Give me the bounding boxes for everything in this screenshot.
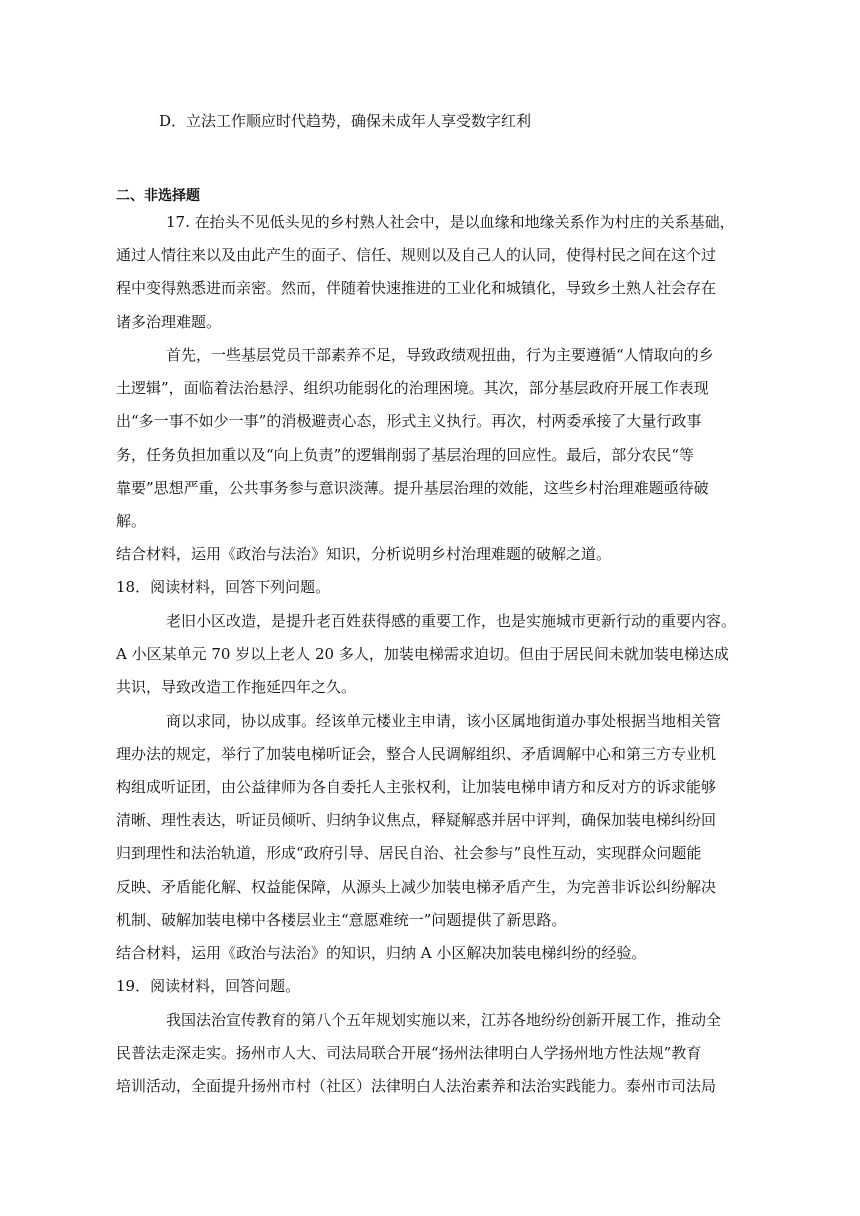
q18-para2-line5: 归到理性和法治轨道，形成“政府引导、居民自治、社会参与”良性互动，实现群众问题能 [116, 844, 702, 862]
q19-para1-line2: 民普法走深走实。扬州市人大、司法局联合开展“扬州法律明白人学扬州地方性法规”教育 [116, 1044, 702, 1062]
q17-para2-line3: 出“多一事不如少一事”的消极避责心态，形式主义执行。再次，村两委承接了大量行政事 [116, 412, 702, 430]
q17-para1-line3: 程中变得熟悉进而亲密。然而，伴随着快速推进的工业化和城镇化，导致乡土熟人社会存在 [116, 279, 717, 297]
q18-para2-line1: 商以求同，协以成事。经该单元楼业主申请，该小区属地街道办事处根据当地相关管 [166, 712, 722, 730]
q17-para1-line4: 诸多治理难题。 [116, 313, 222, 331]
q19-para1-line1: 我国法治宣传教育的第八个五年规划实施以来，江苏各地纷纷创新开展工作，推动全 [166, 1011, 722, 1029]
q18-para2-line4: 清晰、理性表达，听证员倾听、归纳争议焦点，释疑解惑并居中评判，确保加装电梯纠纷回 [116, 811, 717, 829]
q17-para2-line1: 首先，一些基层党员干部素养不足，导致政绩观扭曲，行为主要遵循“人情取向的乡 [166, 346, 714, 364]
q17-prompt: 结合材料，运用《政治与法治》知识，分析说明乡村治理难题的破解之道。 [116, 545, 612, 563]
q19-para1-line3: 培训活动，全面提升扬州市村（社区）法律明白人法治素养和法治实践能力。泰州市司法局 [116, 1077, 717, 1095]
q17-para1-line2: 通过人情往来以及由此产生的面子、信任、规则以及自己人的认同，使得村民之间在这个过 [116, 246, 717, 264]
q18-para2-line2: 理办法的规定，举行了加装电梯听证会，整合人民调解组织、矛盾调解中心和第三方专业机 [116, 745, 717, 763]
q18-para1-line2: A 小区某单元 70 岁以上老人 20 多人，加装电梯需求迫切。但由于居民间未就加装电梯达成 [116, 645, 729, 663]
q18-para2-line7: 机制、破解加装电梯中各楼层业主“意愿难统一”问题提供了新思路。 [116, 911, 567, 929]
q18-para2-line3: 构组成听证团，由公益律师为各自委托人主张权利，让加装电梯申请方和反对方的诉求能够 [116, 778, 717, 796]
section-heading: 二、非选择题 [116, 188, 200, 204]
q17-para2-line6: 解。 [116, 512, 147, 530]
q18-title: 18．阅读材料，回答下列问题。 [116, 578, 331, 596]
q17-para2-line2: 土逻辑”，面临着法治悬浮、组织功能弱化的治理困境。其次，部分基层政府开展工作表现 [116, 379, 709, 397]
q18-prompt: 结合材料，运用《政治与法治》的知识，归纳 A 小区解决加装电梯纠纷的经验。 [116, 944, 647, 962]
q18-para2-line6: 反映、矛盾能化解、权益能保障，从源头上减少加装电梯矛盾产生，为完善非诉讼纠纷解决 [116, 878, 717, 896]
q18-para1-line3: 共识，导致改造工作拖延四年之久。 [116, 678, 357, 696]
q17-para2-line5: 靠要”思想严重，公共事务参与意识淡薄。提升基层治理的效能，这些乡村治理难题亟待破 [116, 479, 709, 497]
q18-para1-line1: 老旧小区改造，是提升老百姓获得感的重要工作，也是实施城市更新行动的重要内容。 [166, 612, 737, 630]
q19-title: 19．阅读材料，回答问题。 [116, 977, 301, 995]
option-d: D．立法工作顺应时代趋势，确保未成年人享受数字红利 [159, 112, 532, 130]
q17-para1-line1: 17. 在抬头不见低头见的乡村熟人社会中，是以血缘和地缘关系作为村庄的关系基础， [166, 213, 735, 231]
q17-para2-line4: 务，任务负担加重以及“向上负责”的逻辑削弱了基层治理的回应性。最后，部分农民“等 [116, 446, 695, 464]
